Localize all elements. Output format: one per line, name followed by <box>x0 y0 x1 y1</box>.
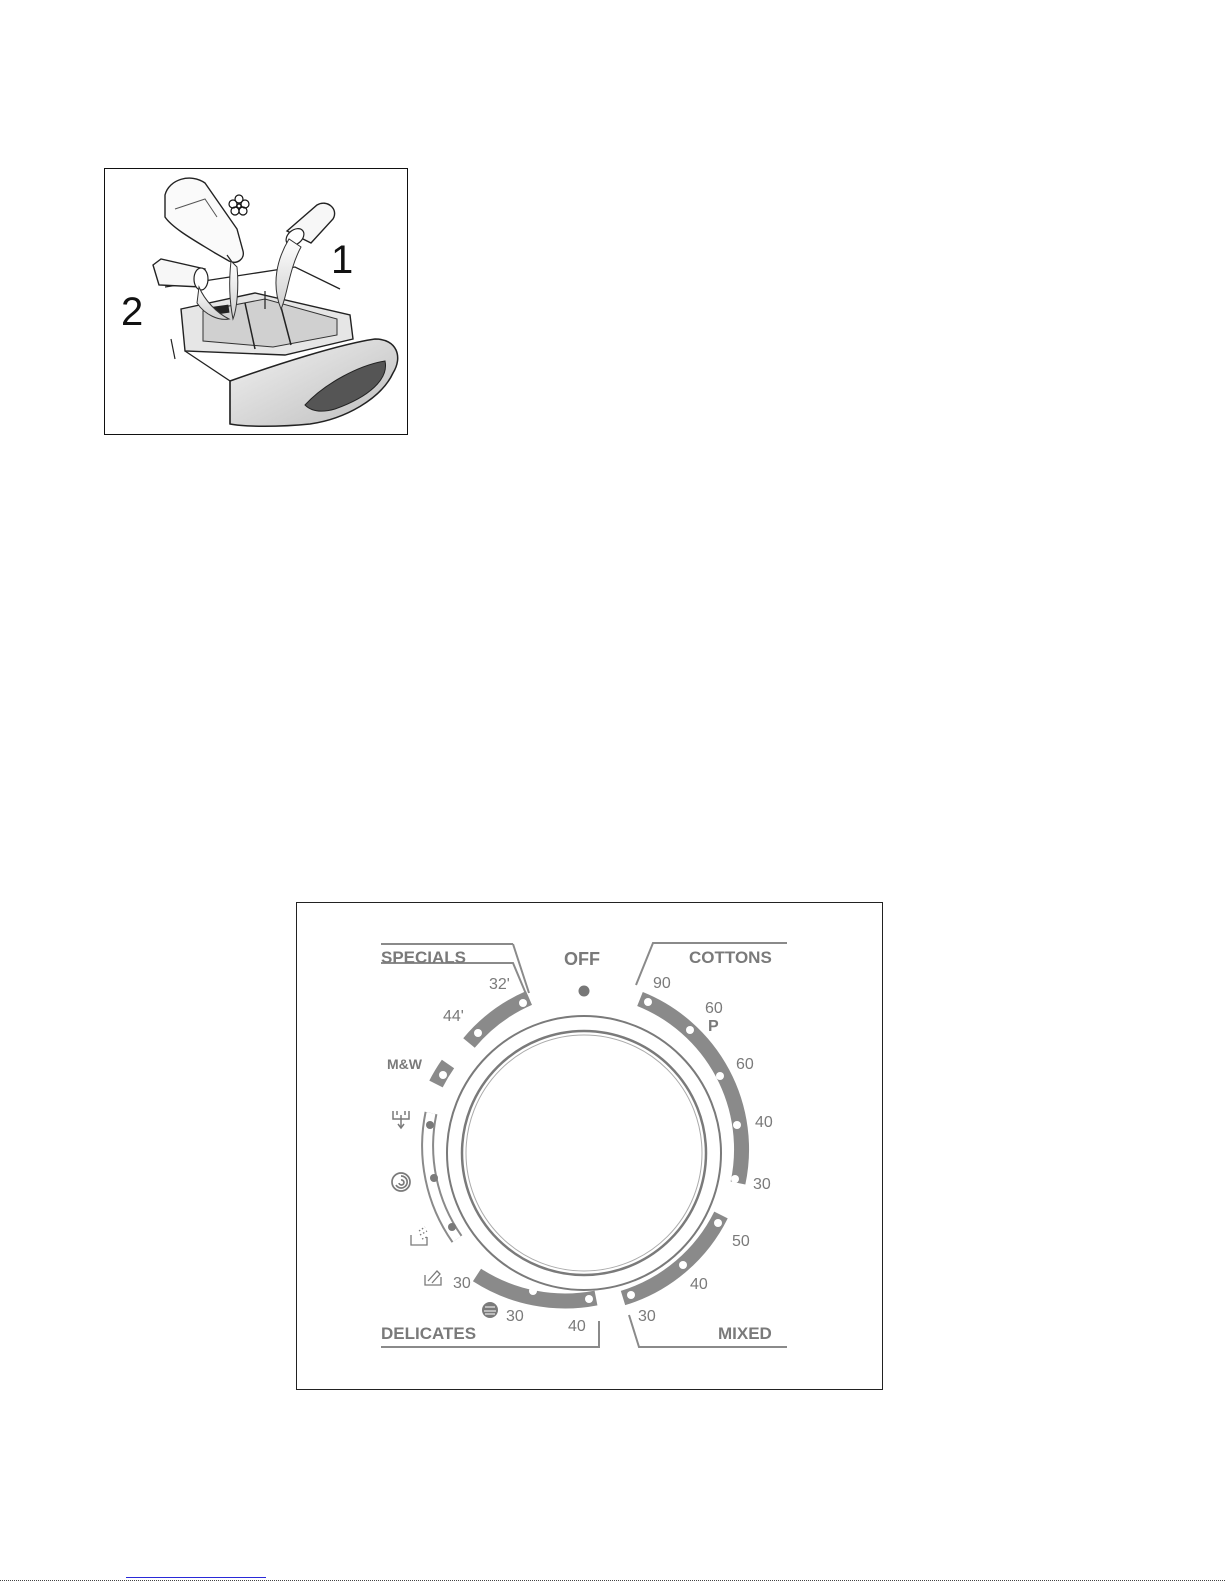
specials-32-label: 32' <box>489 976 510 993</box>
delicates-wool-30-label: 30 <box>506 1308 524 1325</box>
detergent-cup-1 <box>276 203 335 309</box>
delicates-handwash-30-label: 30 <box>453 1275 471 1292</box>
flower-icon <box>229 195 249 215</box>
drain-icon <box>393 1111 409 1128</box>
mixed-30-label: 30 <box>638 1308 656 1325</box>
footer-link-underline <box>126 1577 266 1578</box>
cottons-90-label: 90 <box>653 975 671 992</box>
footer-dotted-rule <box>0 1580 1225 1581</box>
mixed-40-label: 40 <box>690 1276 708 1293</box>
compartment-1-label: 1 <box>331 238 354 282</box>
delicates-40-label: 40 <box>568 1318 586 1335</box>
group-title-cottons: COTTONS <box>689 948 772 967</box>
cottons-p-label: P <box>708 1018 719 1035</box>
cottons-60-label: 60 <box>736 1056 754 1073</box>
group-title-delicates: DELICATES <box>381 1324 477 1343</box>
hand-wash-icon <box>425 1271 441 1285</box>
programme-dial-panel <box>296 902 883 1390</box>
dispenser-illustration <box>104 168 408 435</box>
off-label: OFF <box>564 949 600 969</box>
group-title-mixed: MIXED <box>718 1324 772 1343</box>
group-title-specials: SPECIALS <box>381 948 467 967</box>
specials-mw-label: M&W <box>387 1056 422 1072</box>
specials-44-label: 44' <box>443 1008 464 1025</box>
compartment-2-label: 2 <box>121 290 144 334</box>
rinse-icon <box>411 1227 427 1245</box>
off-position-dot <box>579 986 590 997</box>
mixed-50-label: 50 <box>732 1233 750 1250</box>
spin-icon <box>392 1173 410 1191</box>
wool-icon <box>482 1302 498 1318</box>
dial-knob[interactable] <box>462 1031 706 1275</box>
cottons-30-label: 30 <box>753 1176 771 1193</box>
cottons-40-label: 40 <box>755 1114 773 1131</box>
cottons-60p-label: 60 <box>705 1000 723 1017</box>
